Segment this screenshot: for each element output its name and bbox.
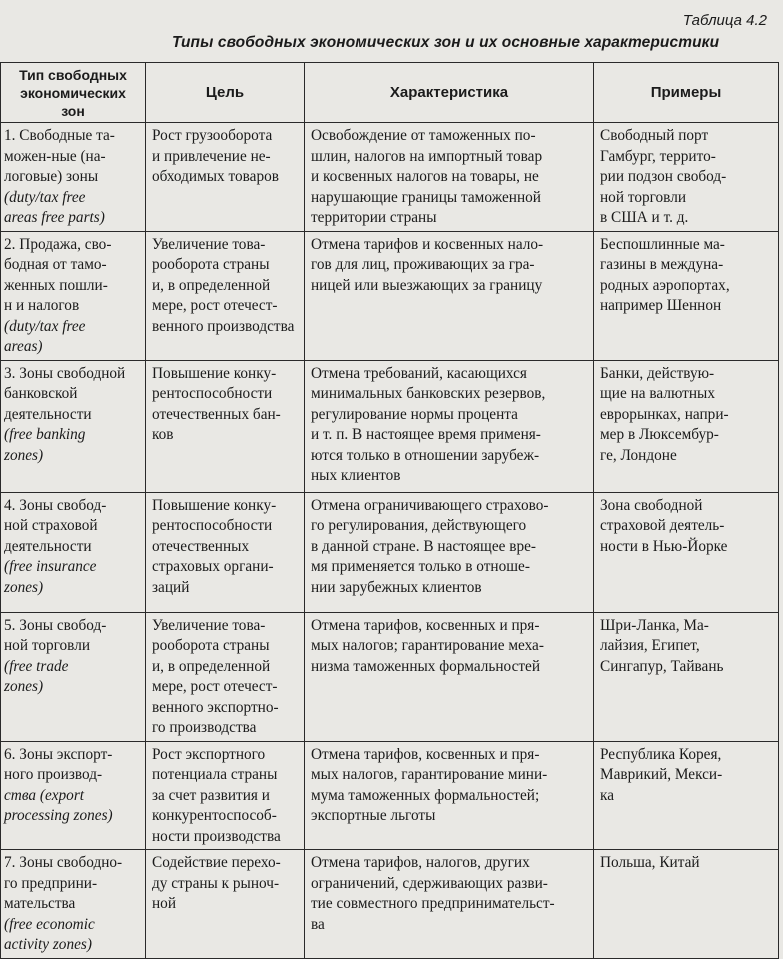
cell-line: Рост экспортного (152, 745, 266, 763)
header-row (1, 63, 779, 123)
cell-type (1, 123, 146, 232)
cell-line: Беспошлинные ма- (600, 235, 725, 253)
cell-line: женных пошли- (4, 276, 108, 294)
cell-line: ков (152, 426, 174, 443)
header-type: Тип свободных экономических зон (1, 63, 146, 123)
cell-type (1, 360, 146, 492)
cell-line: бодная от тамо- (4, 256, 107, 273)
cell-line: ка (600, 786, 614, 804)
cell-goal (146, 492, 305, 612)
cell-line: Отмена тарифов, косвенных и пря- (311, 616, 540, 634)
cell-line: рооборота страны (152, 637, 270, 654)
cell-line: 3. Зоны свободной (4, 364, 126, 382)
cell-line: потенциала страны (152, 766, 278, 783)
cell-examples (594, 741, 779, 850)
cell-line: zones) (4, 678, 44, 695)
cell-line: ных клиентов (311, 467, 401, 484)
table-row (1, 850, 779, 959)
cell-line: отечественных (152, 537, 250, 555)
cell-line: венного производства (152, 317, 295, 335)
cell-characteristic (305, 231, 594, 360)
table-row (1, 612, 779, 741)
cell-line: 4. Зоны свобод- (4, 496, 107, 514)
cell-line: Маврикий, Мекси- (600, 766, 723, 783)
cell-line: за счет развития и (152, 786, 270, 804)
cell-line: Гамбург, террито- (600, 147, 716, 165)
cell-line: 1. Свободные та- (4, 127, 115, 144)
cell-line: ге, Лондоне (600, 446, 677, 464)
cell-line: ной торговли (4, 637, 91, 654)
cell-characteristic (305, 123, 594, 232)
cell-characteristic (305, 741, 594, 850)
cell-line: Отмена тарифов, косвенных и пря- (311, 745, 540, 763)
cell-examples (594, 123, 779, 232)
cell-goal (146, 360, 305, 492)
cell-line: деятельности (4, 405, 92, 423)
cell-line: 2. Продажа, сво- (4, 235, 112, 253)
cell-line: и косвенных налогов на товары, не (311, 168, 539, 185)
cell-line: (free banking (4, 426, 86, 443)
header-examples: Примеры (594, 63, 779, 123)
cell-line: регулирование нормы процента (311, 405, 518, 423)
cell-line: ва (311, 915, 325, 933)
cell-line: zones) (4, 578, 44, 596)
cell-line: нарушающие границы таможенной (311, 188, 541, 206)
cell-line: например Шеннон (600, 297, 722, 314)
cell-line: ной страховой (4, 517, 98, 534)
cell-type (1, 612, 146, 741)
cell-line: конкурентоспособ- (152, 807, 277, 824)
cell-line: газины в междуна- (600, 256, 724, 273)
cell-line: в данной стране. В настоящее вре- (311, 537, 536, 555)
cell-examples (594, 850, 779, 959)
cell-line: мере, рост отечест- (152, 297, 278, 314)
cell-line: Республика Корея, (600, 745, 722, 763)
table-row (1, 231, 779, 360)
cell-type (1, 492, 146, 612)
table-row (1, 360, 779, 492)
cell-goal (146, 231, 305, 360)
cell-line: экспортные льготы (311, 807, 436, 824)
table-title: Типы свободных экономических зон и их основные характеристики (172, 34, 720, 51)
cell-line: деятельности (4, 537, 92, 555)
cell-line: мере, рост отечест- (152, 678, 278, 695)
cell-line: низма таможенных формальностей (311, 657, 541, 675)
cell-line: мых налогов, гарантирование мини- (311, 766, 548, 783)
cell-line: мума таможенных формальностей; (311, 786, 540, 804)
cell-line: ности в Нью-Йорке (600, 537, 728, 555)
cell-line: го регулирования, действующего (311, 517, 527, 534)
cell-line: мя применяется только в отноше- (311, 558, 530, 575)
cell-line: нии зарубежных клиентов (311, 578, 482, 596)
table-row (1, 123, 779, 232)
table-number: Таблица 4.2 (682, 12, 767, 29)
cell-line: (free trade (4, 657, 69, 675)
cell-examples (594, 492, 779, 612)
cell-line: и привлечение не- (152, 147, 271, 165)
cell-line: ду страны к рыноч- (152, 874, 280, 892)
cell-line: ются только в отношении зарубеж- (311, 446, 540, 464)
cell-type (1, 231, 146, 360)
cell-line: заций (152, 578, 190, 596)
cell-line: Банки, действую- (600, 364, 715, 382)
cell-line: ограничений, сдерживающих разви- (311, 874, 548, 892)
cell-line: можен-ные (на- (4, 147, 106, 165)
cell-line: Отмена ограничивающего страхово- (311, 496, 549, 514)
cell-line: обходимых товаров (152, 168, 279, 185)
cell-line: (free economic (4, 915, 95, 933)
cell-examples (594, 360, 779, 492)
cell-line: и т. п. В настоящее время применя- (311, 426, 541, 443)
cell-line: лайзия, Египет, (600, 637, 700, 654)
header-goal: Цель (146, 63, 305, 123)
cell-line: ного производ- (4, 766, 103, 783)
cell-characteristic (305, 850, 594, 959)
cell-type (1, 850, 146, 959)
cell-line: Шри-Ланка, Ма- (600, 616, 709, 634)
cell-goal (146, 612, 305, 741)
cell-line: ности производства (152, 827, 281, 845)
cell-line: areas) (4, 338, 43, 355)
cell-line: тие совместного предпринимательст- (311, 895, 555, 912)
cell-line: ницей или выезжающих за границу (311, 276, 543, 294)
cell-line: мательства (4, 895, 76, 912)
cell-line: банковской (4, 385, 78, 402)
cell-line: Свободный порт (600, 127, 709, 144)
cell-line: н и налогов (4, 297, 80, 314)
header-characteristic: Характеристика (305, 63, 594, 123)
cell-line: processing zones) (4, 807, 113, 824)
cell-line: территории страны (311, 209, 437, 226)
cell-line: го предприни- (4, 874, 98, 892)
cell-line: Содействие перехо- (152, 854, 281, 871)
cell-line: страховой деятель- (600, 517, 725, 534)
cell-characteristic (305, 360, 594, 492)
cell-line: (free insurance (4, 558, 97, 575)
cell-line: и, в определенной (152, 276, 271, 294)
cell-line: areas free parts) (4, 209, 105, 226)
cell-line: рентоспособности (152, 385, 273, 402)
cell-line: Отмена требований, касающихся (311, 364, 527, 382)
cell-goal (146, 741, 305, 850)
cell-line: венного экспортно- (152, 698, 279, 716)
cell-line: рентоспособности (152, 517, 273, 534)
cell-line: zones) (4, 446, 44, 464)
cell-line: Повышение конку- (152, 364, 277, 382)
cell-line: Сингапур, Тайвань (600, 657, 724, 675)
cell-line: го производства (152, 719, 257, 736)
cell-goal (146, 123, 305, 232)
cell-line: рии подзон свобод- (600, 168, 727, 185)
table-row (1, 492, 779, 612)
cell-line: 6. Зоны экспорт- (4, 745, 113, 763)
cell-line: ной (152, 895, 177, 912)
cell-line: ства (export (4, 786, 85, 804)
cell-line: ной торговли (600, 188, 687, 206)
cell-line: Отмена тарифов и косвенных нало- (311, 235, 544, 253)
cell-line: логовые) зоны (4, 168, 99, 185)
cell-line: мых налогов; гарантирование меха- (311, 637, 544, 654)
cell-line: страховых органи- (152, 558, 274, 575)
cell-line: в США и т. д. (600, 209, 689, 226)
cell-line: рооборота страны (152, 256, 270, 273)
cell-examples (594, 612, 779, 741)
cell-line: Зона свободной (600, 496, 703, 514)
cell-line: мер в Люксембур- (600, 426, 719, 443)
cell-line: минимальных банковских резервов, (311, 385, 546, 402)
cell-line: Повышение конку- (152, 496, 277, 514)
cell-goal (146, 850, 305, 959)
cell-line: родных аэропортах, (600, 276, 730, 294)
cell-line: 7. Зоны свободно- (4, 854, 123, 871)
zones-table (0, 62, 779, 959)
cell-line: activity zones) (4, 936, 92, 953)
cell-type (1, 741, 146, 850)
cell-line: (duty/tax free (4, 188, 86, 206)
cell-examples (594, 231, 779, 360)
cell-line: Увеличение това- (152, 235, 266, 253)
cell-line: гов для лиц, проживающих за гра- (311, 256, 535, 273)
cell-line: и, в определенной (152, 657, 271, 675)
cell-line: (duty/tax free (4, 317, 86, 335)
cell-line: еврорынках, напри- (600, 405, 729, 423)
cell-line: Польша, Китай (600, 854, 700, 871)
cell-characteristic (305, 492, 594, 612)
cell-line: Увеличение това- (152, 616, 266, 634)
table-row (1, 741, 779, 850)
cell-characteristic (305, 612, 594, 741)
cell-line: Рост грузооборота (152, 127, 273, 144)
cell-line: Отмена тарифов, налогов, других (311, 854, 530, 871)
cell-line: щие на валютных (600, 385, 715, 402)
cell-line: Освобождение от таможенных по- (311, 127, 536, 144)
cell-line: отечественных бан- (152, 405, 281, 423)
cell-line: 5. Зоны свобод- (4, 616, 107, 634)
cell-line: шлин, налогов на импортный товар (311, 147, 543, 165)
